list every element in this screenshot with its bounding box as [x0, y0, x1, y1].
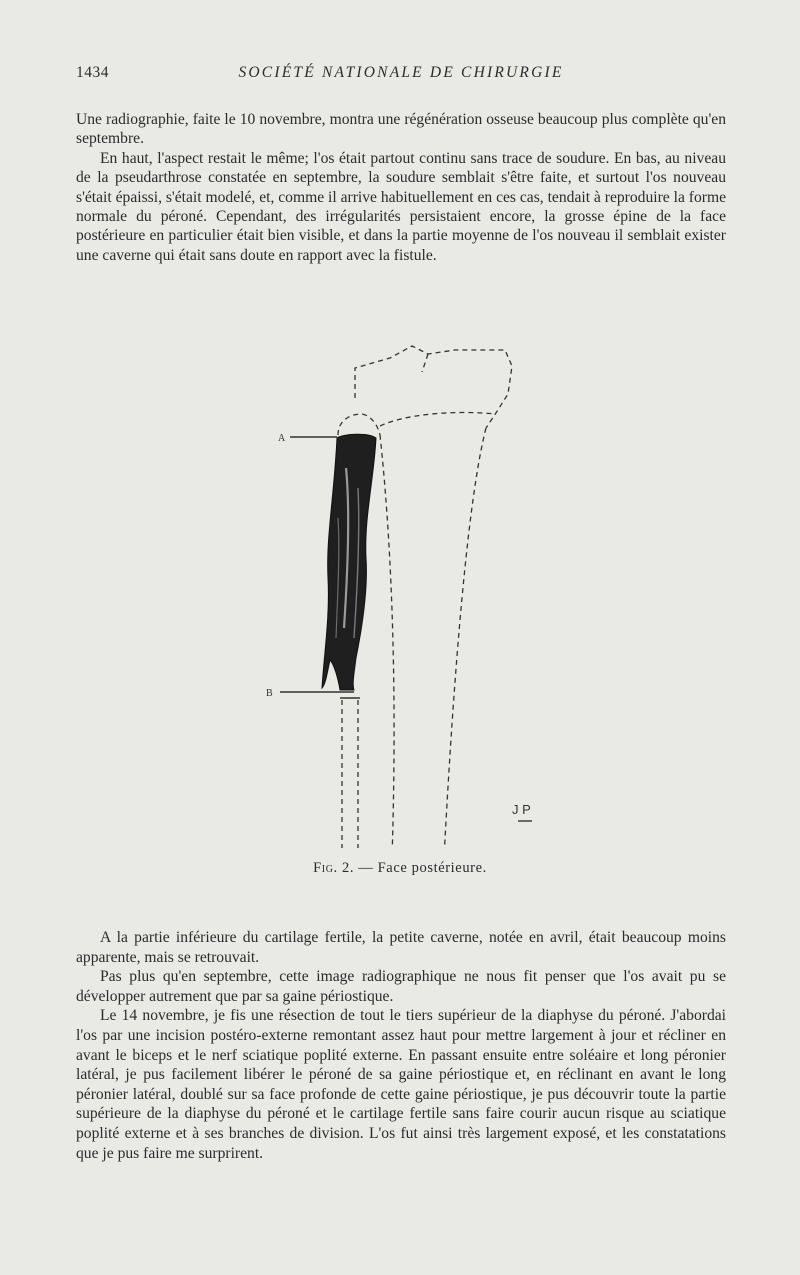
new-bone-fibula — [322, 434, 376, 690]
paragraph: En haut, l'aspect restait le même; l'os était partout continu sans trace de soudure. En bas, au niveau de la pseudarthrose constatée en septembre, la soudure semblait s'être faite, et surtout l'os nouveau s'était épaissi, s'était modelé, et, comme il arrive habituellement en ces cas, tendait à reproduire la forme normale du péroné. Cependant, des irrégularités persistaient encore, la grosse épine de la face postérieure en particulier était bien visible, et dans la partie moyenne de l'os nouveau il semblait exister une caverne qui était sans doute en rapport avec la fistule. — [76, 149, 726, 264]
page-header — [76, 64, 726, 86]
epiphysis-line — [380, 413, 495, 427]
page-number: 1434 — [76, 64, 109, 81]
paragraph: Une radiographie, faite le 10 novembre, montra une régénération osseuse beaucoup plus complète qu'en septembre. — [76, 111, 726, 148]
text-block-top — [76, 110, 726, 265]
paragraph: A la partie inférieure du cartilage fertile, la petite caverne, notée en avril, était beaucoup moins apparente, mais se retrouvait. — [76, 929, 726, 966]
label-a: A — [278, 433, 286, 444]
bone-illustration — [250, 338, 560, 848]
signature: J P — [512, 802, 531, 817]
paragraph: Le 14 novembre, je fis une résection de tout le tiers supérieur de la diaphyse du péroné. J'abordai l'os par une incision postéro-externe remontant assez haut pour mettre largement à jour et récliner en avant le biceps et le nerf sciatique poplité externe. En passant ensuite entre soléaire et long péronier latéral, je pus facilement libérer le péroné de sa gaine périostique et, en réclinant en avant le long péronier latéral, doublé sur sa face profonde de cette gaine périostique, je pus découvrir toute la partie supérieure de la diaphyse du péroné et le cartilage fertile sans faire courir aucun risque au sciatique poplité externe et à ses branches de division. L'os fut ainsi très largement exposé, et les constatations que je pus faire me surprirent. — [76, 1007, 726, 1162]
tibia-head-outline — [355, 346, 512, 428]
shaft-right-line — [444, 428, 486, 848]
caption-prefix: Fig. 2. — [313, 860, 355, 876]
caption-separator: — — [358, 860, 374, 876]
text-block-bottom — [76, 928, 726, 1163]
running-title: SOCIÉTÉ NATIONALE DE CHIRURGIE — [238, 64, 564, 81]
figure-bone-drawing — [250, 338, 560, 848]
figure-caption — [0, 860, 800, 877]
caption-text: Face postérieure. — [377, 860, 487, 876]
shaft-left-line — [380, 435, 394, 848]
epiphysis-cap — [338, 414, 380, 435]
label-b: B — [266, 688, 273, 699]
tibia-head-inner — [422, 354, 428, 372]
paragraph: Pas plus qu'en septembre, cette image radiographique ne nous fit penser que l'os avait pu se développer autrement que par sa gaine périostique. — [76, 968, 726, 1005]
